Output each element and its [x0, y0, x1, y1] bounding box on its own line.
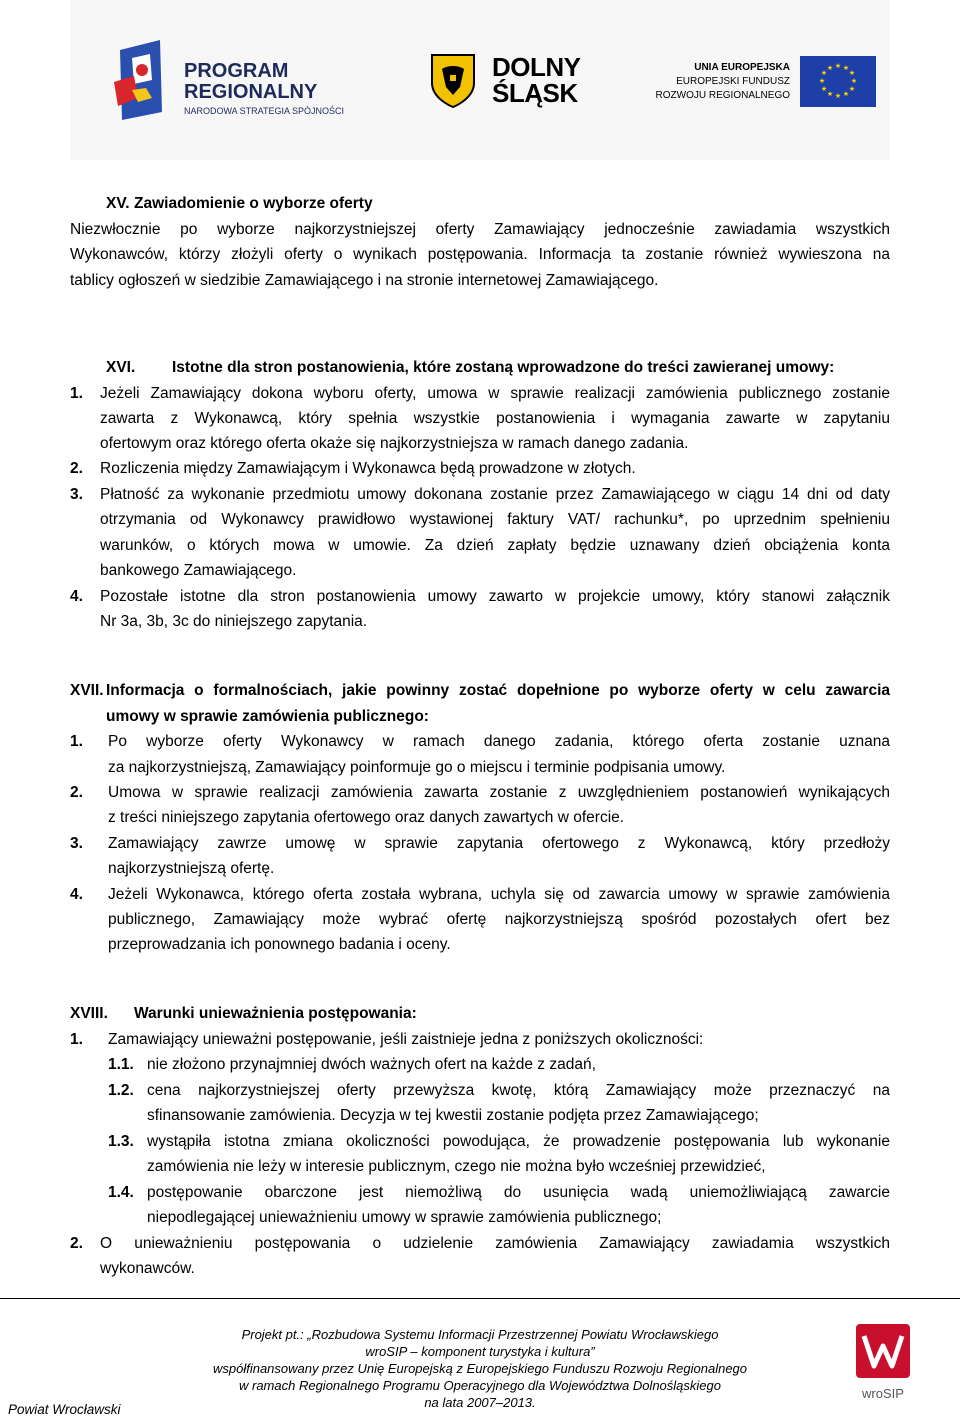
eu-logo-line1: UNIA EUROPEJSKA — [694, 62, 790, 73]
list-item-line: Jeżeli Zamawiający dokona wyboru oferty, umowa w sprawie realizacji zamówienia publicznego zostanie — [100, 385, 890, 402]
wrosip-logo-icon — [852, 1322, 914, 1388]
list-item-line: wykonawców. — [100, 1260, 195, 1277]
wrosip-logo-text: wroSIP — [862, 1386, 904, 1401]
list-number: 1. — [70, 733, 83, 750]
list-item-line: zawarta z Wykonawcą, który spełnia wszystkie postanowienia i wymagania zawarte w zapytaniu — [100, 410, 890, 427]
svg-text:★: ★ — [850, 77, 858, 85]
eu-flag-icon — [800, 56, 876, 107]
list-number: 2. — [70, 784, 83, 801]
list-item-line: przeprowadzania ich ponownego badania i oceny. — [108, 936, 451, 953]
list-number: 2. — [70, 460, 83, 477]
section-xvii-title-line: umowy w sprawie zamówienia publicznego: — [106, 708, 429, 725]
sublist-item-line: niepodlegającej unieważnieniu umowy w sprawie zamówienia publicznego; — [147, 1209, 662, 1226]
list-item-line: Umowa w sprawie realizacji zamówienia zawarta zostanie z uwzględnieniem postanowień wynikających — [108, 784, 890, 801]
list-item-line: Nr 3a, 3b, 3c do niniejszego zapytania. — [100, 613, 368, 630]
list-number: 2. — [70, 1235, 83, 1252]
list-item-line: Jeżeli Wykonawca, którego oferta została wybrana, uchyla się od zawarcia umowy w sprawie zamówienia — [108, 886, 890, 903]
list-item-line: Rozliczenia między Zamawiającym i Wykonawca będą prowadzone w złotych. — [100, 460, 636, 477]
list-item-line: Pozostałe istotne dla stron postanowienia umowy zawarto w projekcie umowy, który stanowi załącznik — [100, 588, 890, 605]
list-number: 3. — [70, 835, 83, 852]
list-number: 1. — [70, 385, 83, 402]
region-logo-line1: DOLNY — [492, 52, 581, 82]
footer-line: w ramach Regionalnego Programu Operacyjnego dla Województwa Dolnośląskiego — [239, 1378, 721, 1393]
list-item-line: ofertowym oraz którego oferta okaże się najkorzystniejsza w ramach danego zadania. — [100, 435, 689, 452]
list-item-line: najkorzystniejszą ofertę. — [108, 860, 275, 877]
section-xvi-title: Istotne dla stron postanowienia, które zostaną wprowadzone do treści zawieranej umowy: — [172, 359, 835, 376]
footer-line: współfinansowany przez Unię Europejską z Europejskiego Funduszu Rozwoju Regionalnego — [212, 1361, 748, 1376]
svg-text:★: ★ — [842, 64, 850, 72]
list-item-line: warunków, o których mowa w umowie. Za dzień zapłaty będzie uznawany dzień obciążenia konta — [100, 537, 890, 554]
section-xv-text-line: tablicy ogłoszeń w siedzibie Zamawiającego i na stronie internetowej Zamawiającego. — [70, 272, 659, 289]
program-logo-line1: PROGRAM — [184, 60, 289, 82]
footer-left-label: Powiat Wrocławski — [8, 1402, 121, 1417]
svg-text:★: ★ — [826, 64, 834, 72]
footer-line: na lata 2007–2013. — [424, 1395, 536, 1410]
list-item-line: Po wyborze oferty Wykonawcy w ramach danego zadania, którego oferta zostanie uznana — [108, 733, 890, 750]
sublist-item-line: nie złożono przynajmniej dwóch ważnych ofert na każde z zadań, — [147, 1056, 596, 1073]
footer-line: Projekt pt.: „Rozbudowa Systemu Informacji Przestrzennej Powiatu Wrocławskiego — [241, 1327, 719, 1342]
list-number: 4. — [70, 588, 83, 605]
sublist-item-line: wystąpiła istotna zmiana okoliczności powodująca, że prowadzenie postępowania lub wykonanie — [147, 1133, 890, 1150]
list-item-line: bankowego Zamawiającego. — [100, 562, 297, 579]
sublist-item-line: sfinansowanie zamówienia. Decyzja w tej kwestii zostanie podjęta przez Zamawiającego; — [147, 1107, 759, 1124]
list-item-line: Płatność za wykonanie przedmiotu umowy dokonana zostanie przez Zamawiającego w ciągu 14 dni od daty — [100, 486, 890, 503]
list-item-line: z treści niniejszego zapytania ofertowego oraz danych zawartych w ofercie. — [108, 809, 625, 826]
list-item-line: otrzymania od Wykonawcy prawidłowo wystawionej faktury VAT/ rachunku*, po uprzednim spełnieniu — [100, 511, 890, 528]
eu-logo-line2: EUROPEJSKI FUNDUSZ — [676, 76, 790, 87]
svg-text:★: ★ — [820, 69, 828, 77]
list-item-line: Zamawiający zawrze umowę w sprawie zapytania ofertowego z Wykonawcą, który przedłoży — [108, 835, 890, 852]
list-number: 4. — [70, 886, 83, 903]
sublist-number: 1.1. — [108, 1056, 134, 1073]
svg-text:★: ★ — [848, 69, 856, 77]
svg-text:★: ★ — [826, 90, 834, 98]
footer-line: wroSIP – komponent turystyka i kultura” — [365, 1344, 595, 1359]
section-xv-number: XV. — [106, 195, 130, 212]
program-regionalny-emblem — [112, 40, 167, 126]
program-logo-line2: REGIONALNY — [184, 81, 318, 103]
sublist-item-line: cena najkorzystniejszej oferty przewyższa kwotę, którą Zamawiający może przeznaczyć na — [147, 1082, 890, 1099]
svg-text:★: ★ — [842, 90, 850, 98]
footer-divider — [0, 1298, 960, 1299]
dolny-slask-coat-of-arms — [430, 53, 476, 109]
section-xvii-number: XVII. — [70, 682, 104, 699]
section-xvi-number: XVI. — [106, 359, 136, 376]
sublist-number: 1.2. — [108, 1082, 134, 1099]
list-item-line: Zamawiający unieważni postępowanie, jeśli zaistnieje jedna z poniższych okoliczności: — [108, 1031, 704, 1048]
list-number: 3. — [70, 486, 83, 503]
section-xv-title: Zawiadomienie o wyborze oferty — [134, 195, 373, 212]
svg-text:★: ★ — [818, 77, 826, 85]
section-xviii-title: Warunki unieważnienia postępowania: — [134, 1005, 417, 1022]
list-item-line: O unieważnieniu postępowania o udzielenie zamówienia Zamawiający zawiadamia wszystkich — [100, 1235, 890, 1252]
section-xv-text-line: Niezwłocznie po wyborze najkorzystniejszej oferty Zamawiający jednocześnie zawiadamia wszystkich — [70, 221, 890, 238]
sublist-item-line: postępowanie obarczone jest niemożliwą do usunięcia wadą uniemożliwiającą zawarcie — [147, 1184, 890, 1201]
list-item-line: publicznego, Zamawiający może wybrać ofertę najkorzystniejszą spośród pozostałych ofert bez — [108, 911, 890, 928]
sublist-number: 1.4. — [108, 1184, 134, 1201]
section-xviii-number: XVIII. — [70, 1005, 108, 1022]
svg-text:★: ★ — [820, 85, 828, 93]
sublist-number: 1.3. — [108, 1133, 134, 1150]
section-xv-text-line: Wykonawców, którzy złożyli oferty o wynikach postępowania. Informacja ta zostanie również wywieszona na — [70, 246, 890, 263]
sublist-item-line: zamówienia nie leży w interesie publicznym, czego nie można było wcześniej przewidzieć, — [147, 1158, 766, 1175]
svg-text:★: ★ — [834, 62, 842, 70]
list-item-line: za najkorzystniejszą, Zamawiający poinformuje go o miejscu i terminie podpisania umowy. — [108, 759, 726, 776]
svg-text:★: ★ — [848, 85, 856, 93]
section-xvii-title-line: Informacja o formalnościach, jakie powinny zostać dopełnione po wyborze oferty w celu zawarcia — [106, 682, 890, 699]
list-number: 1. — [70, 1031, 83, 1048]
program-logo-line3: NARODOWA STRATEGIA SPÓJNOŚCI — [184, 106, 345, 116]
eu-logo-line3: ROZWOJU REGIONALNEGO — [655, 90, 790, 101]
svg-text:★: ★ — [834, 92, 842, 100]
region-logo-line2: ŚLĄSK — [492, 78, 578, 108]
